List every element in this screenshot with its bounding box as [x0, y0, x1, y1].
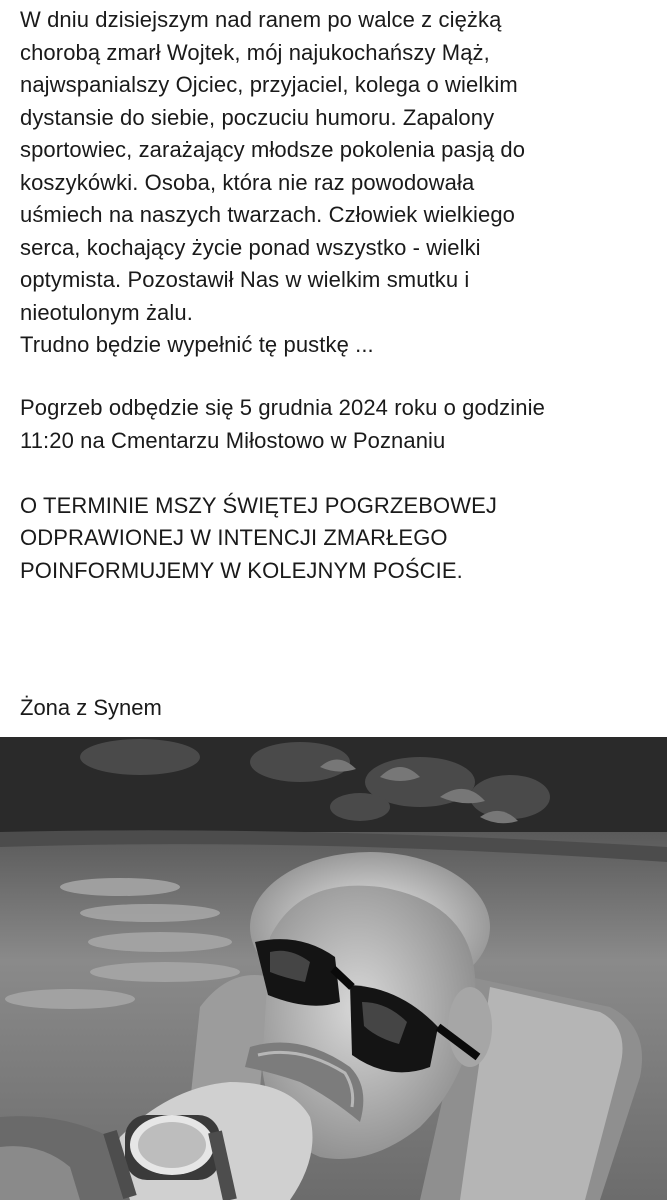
post-line: Trudno będzie wypełnić tę pustkę ...	[20, 332, 374, 357]
paragraph-spacer	[20, 457, 660, 490]
post-line: chorobą zmarł Wojtek, mój najukochańszy Mąż,	[20, 39, 490, 65]
post-body	[20, 0, 660, 587]
post-paragraph-mass	[20, 490, 660, 588]
post-line: ODPRAWIONEJ W INTENCJI ZMARŁEGO	[20, 525, 448, 550]
post-line: uśmiech na naszych twarzach. Człowiek wielkiego	[20, 202, 516, 227]
post-paragraph-funeral	[20, 392, 660, 457]
memorial-photo[interactable]	[0, 737, 667, 1200]
post-line: serca, kochający życie ponad wszystko - wielki	[20, 234, 481, 260]
post-line: POINFORMUJEMY W KOLEJNYM POŚCIE.	[20, 557, 463, 583]
post-line: sportowiec, zarażający młodsze pokolenia pasją do	[20, 137, 526, 162]
post-signature: Żona z Synem	[20, 695, 162, 720]
post-line: koszykówki. Osoba, która nie raz powodowała	[20, 169, 475, 195]
post-line: 11:20 na Cmentarzu Miłostowo w Poznaniu	[20, 427, 446, 453]
paragraph-spacer	[20, 362, 660, 395]
post-line: W dniu dzisiejszym nad ranem po walce z ciężką	[20, 7, 502, 32]
post-line: Pogrzeb odbędzie się 5 grudnia 2024 roku o godzinie	[20, 395, 545, 420]
post-paragraph-announcement	[20, 4, 660, 362]
post-line: najwspanialszy Ojciec, przyjaciel, kolega o wielkim	[20, 72, 518, 97]
memorial-photo-graphic	[0, 737, 667, 1200]
post-line: optymista. Pozostawił Nas w wielkim smutku i	[20, 267, 470, 292]
post-line: nieotulonym żalu.	[20, 299, 193, 325]
post-line: O TERMINIE MSZY ŚWIĘTEJ POGRZEBOWEJ	[20, 492, 497, 518]
post-line: dystansie do siebie, poczuciu humoru. Zapalony	[20, 104, 495, 130]
